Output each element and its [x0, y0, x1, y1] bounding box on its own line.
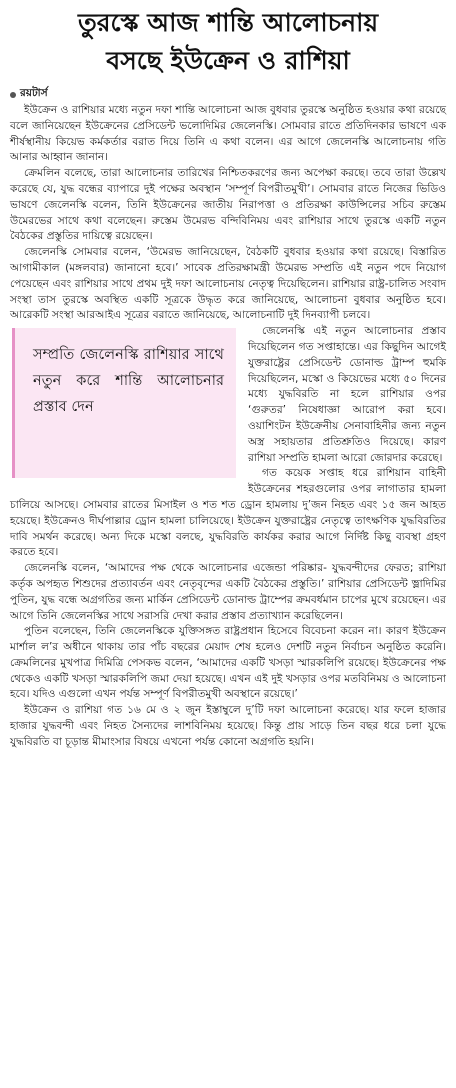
article-paragraph-3: জেলেনস্কি সোমবার বলেন, ‘উমেরভ জানিয়েছেন, বৈঠকটি বুধবার হওয়ার কথা রয়েছে। বিস্তারিত আগামীকাল (মঙ্গলবার) জানানো হবে।’ সাবেক প্রতিরক্ষামন্ত্রী উমেরভ সম্প্রতি এই নতুন পদে নিয়োগ পেয়েছেন এবং রাশিয়ার সাথে প্রথম দুই দফা আলোচনায় নেতৃত্ব দিয়েছিলেন। রাশিয়ার রাষ্ট্র-চালিত সংবাদ সংস্থা তাস তুরস্কে অবস্থিত একটি সূত্রকে উদ্ধৃত করে জানিয়েছে, আলোচনা বুধবার অনুষ্ঠিত হবে। আরেকটি সংস্থা আরআইএ সূত্রের বরাতে জানিয়েছে, আলোচনাটি দুই দিনব্যাপী চলবে।	[10, 246, 446, 322]
headline-line-1: তুরস্কে আজ শান্তি আলোচনায়	[77, 8, 379, 37]
article-paragraph-4: জেলেনস্কি এই নতুন আলোচনার প্রস্তাব দিয়েছিলেন গত সপ্তাহান্তে। এর কিছুদিন আগেই যুক্তরাষ্ট্রের প্রেসিডেন্ট ডোনাল্ড ট্রাম্প হুমকি দিয়েছিলেন, মস্কো ও কিয়েভের মধ্যে ৫০ দিনের মধ্যে যুদ্ধবিরতি না হলে রাশিয়ার ওপর ‘গুরুতর’ নিষেধাজ্ঞা আরোপ করা হবে। ওয়াশিংটন ইউক্রেনীয় সেনাবাহিনীর জন্য নতুন অস্ত্র সহায়তার প্রতিশ্রুতিও দিয়েছে। কারণ রাশিয়া সম্প্রতি হামলা আরো জোরদার করেছে।	[248, 325, 446, 464]
article-paragraph-2: ক্রেমলিন বলেছে, তারা আলোচনার তারিখের নিশ্চিতকরণের জন্য অপেক্ষা করছে। তবে তারা উল্লেখ করেছে যে, যুদ্ধ বন্ধের ব্যাপারে দুই পক্ষের অবস্থান ‘সম্পূর্ণ বিপরীতমুখী’। সোমবার রাতে নিজের ভিডিও ভাষণে জেলেনস্কি বলেন, তিনি ইউক্রেনের জাতীয় নিরাপত্তা ও প্রতিরক্ষা কাউন্সিলের সচিব রুস্তেম উমেরভের সাথে কথা বলেছেন। রুস্তেম উমেরভ বন্দিবিনিময় এবং রাশিয়ার সাথে তুরস্কে একটি নতুন বৈঠকের প্রস্তুতির দায়িত্বে রয়েছেন।	[10, 167, 446, 243]
article-paragraph-8: ইউক্রেন ও রাশিয়া গত ১৬ মে ও ২ জুন ইস্তাম্বুলে দু’টি দফা আলোচনা করেছে। যার ফলে হাজার হাজার যুদ্ধবন্দী এবং নিহত সৈন্যদের লাশবিনিময় হয়েছে। কিন্তু প্রায় সাড়ে তিন বছর ধরে চলা যুদ্ধে যুদ্ধবিরতি বা চূড়ান্ত মীমাংসার বিষয়ে এখনো পর্যন্ত কোনো অগ্রগতি হয়নি।	[10, 704, 446, 748]
article-paragraph-5: গত কয়েক সপ্তাহ ধরে রাশিয়ান বাহিনী ইউক্রেনের শহরগুলোর ওপর লাগাতার হামলা চালিয়ে আসছে। সোমবার রাতের মিসাইল ও শত শত ড্রোন হামলায় দু’জন নিহত এবং ১৫ জন আহত হয়েছে। ইউক্রেনও দীর্ঘপাল্লার ড্রোন হামলা চালিয়েছে। ইউক্রেন যুক্তরাষ্ট্রের নেতৃত্বে তাৎক্ষণিক যুদ্ধবিরতির দাবি সমর্থন করেছে। অন্য দিকে মস্কো বলছে, যুদ্ধবিরতি কার্যকর করার আগে নির্দিষ্ট কিছু ব্যবস্থা গ্রহণ করতে হবে।	[10, 467, 446, 559]
byline-source: রয়টার্স	[20, 87, 48, 99]
article-paragraph-7: পুতিন বলেছেন, তিনি জেলেনস্কিকে যুক্তিসঙ্গত রাষ্ট্রপ্রধান হিসেবে বিবেচনা করেন না। কারণ ইউক্রেন মার্শাল ল’র অধীনে থাকায় তার পাঁচ বছরের মেয়াদ শেষ হলেও দেশটি নতুন নির্বাচন অনুষ্ঠিত করেনি। ক্রেমলিনের মুখপাত্র দিমিত্রি পেসকভ বলেন, ‘আমাদের একটি খসড়া স্মারকলিপি রয়েছে। ইউক্রেনের পক্ষ থেকেও একটি খসড়া স্মারকলিপি জমা দেয়া হয়েছে। এখন এই দুই খসড়ার ওপর মতবিনিময় ও আলোচনা হবে। যদিও এগুলো এখন পর্যন্ত সম্পূর্ণ বিপরীতমুখী অবস্থানে রয়েছে।’	[10, 625, 446, 701]
bullet-icon	[10, 92, 16, 98]
headline-line-2: বসছে ইউক্রেন ও রাশিয়া	[106, 46, 350, 75]
article-headline	[0, 0, 456, 80]
pull-quote: সম্প্রতি জেলেনস্কি রাশিয়ার সাথে নতুন করে শান্তি আলোচনার প্রস্তাব দেন	[12, 328, 236, 478]
article-body	[0, 103, 456, 751]
byline	[10, 86, 446, 103]
article-paragraph-6: জেলেনস্কি বলেন, ‘আমাদের পক্ষ থেকে আলোচনার এজেন্ডা পরিষ্কার- যুদ্ধবন্দীদের ফেরত; রাশিয়া কর্তৃক অপহৃত শিশুদের প্রত্যাবর্তন এবং নেতৃবৃন্দের একটি বৈঠকের প্রস্তুতি।’ রাশিয়ার প্রেসিডেন্ট ভ্লাদিমির পুতিন, যুদ্ধ বন্ধে অগ্রগতির জন্য মার্কিন প্রেসিডেন্ট ডোনাল্ড ট্রাম্পের ক্রমবর্ধমান চাপের মুখে রয়েছেন। এর আগে তিনি জেলেনস্কির সাথে সরাসরি দেখা করার প্রস্তাব প্রত্যাখ্যান করেছিলেন।	[10, 562, 446, 622]
article-paragraph-1: ইউক্রেন ও রাশিয়ার মধ্যে নতুন দফা শান্তি আলোচনা আজ বুধবার তুরস্কে অনুষ্ঠিত হওয়ার কথা রয়েছে বলে জানিয়েছেন ইউক্রেনের প্রেসিডেন্ট ভলোদিমির জেলেনস্কি। সোমবার রাতে প্রতিদিনকার ভাষণে এক শীর্ষস্থানীয় কিয়েভ কর্মকর্তার বরাত দিয়ে তিনি এ কথা বলেন। এর আগে জেলেনস্কি আলোচনায় গতি আনার আহ্বান জানান।	[10, 104, 446, 164]
